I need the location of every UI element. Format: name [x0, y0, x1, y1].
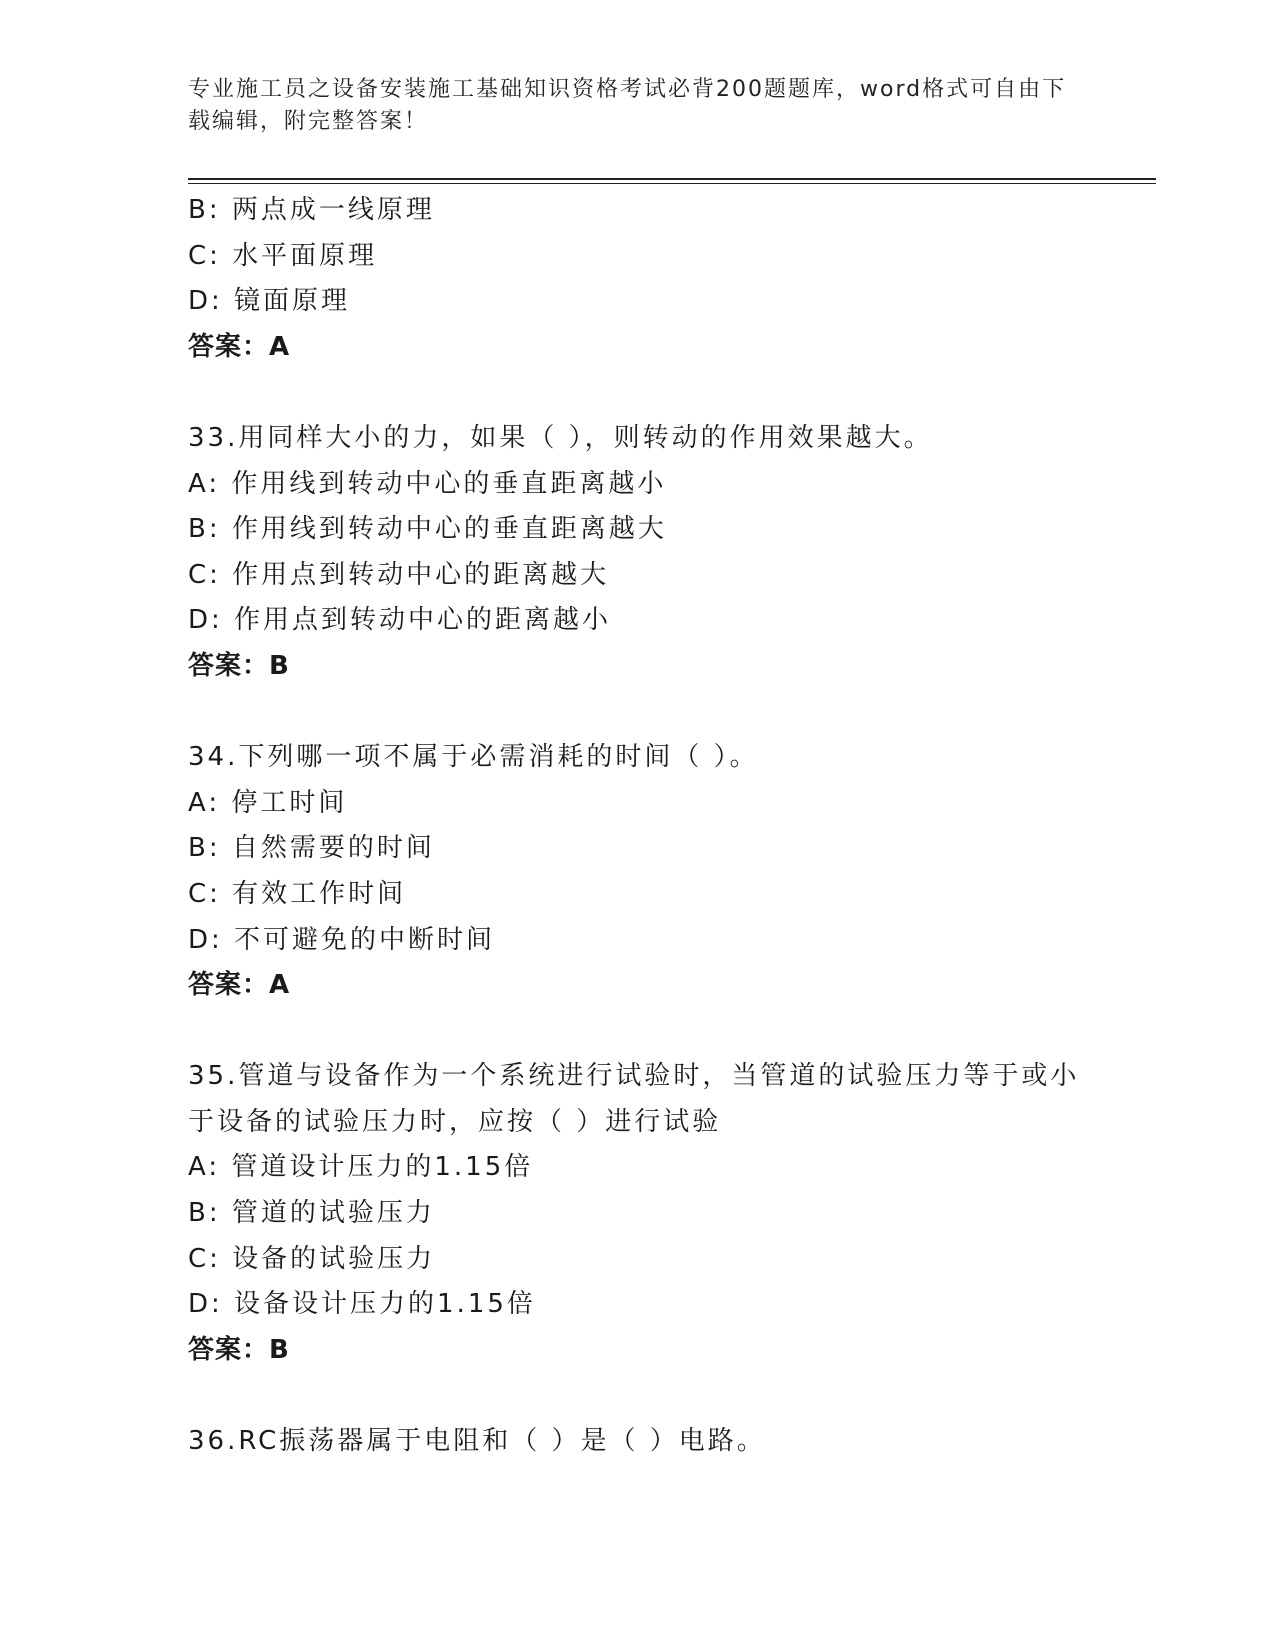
option-c: C: 作用点到转动中心的距离越大: [188, 559, 610, 590]
answer-line: 答案：B: [188, 650, 290, 681]
option-c: C: 设备的试验压力: [188, 1243, 436, 1274]
option-c: C: 水平面原理: [188, 240, 378, 271]
option-b: B: 自然需要的时间: [188, 833, 435, 864]
header-rule-thick: [188, 178, 1156, 180]
option-b: B: 作用线到转动中心的垂直距离越大: [188, 514, 667, 545]
question-title: 33.用同样大小的力，如果（ ），则转动的作用效果越大。: [188, 422, 933, 453]
option-a: A: 作用线到转动中心的垂直距离越小: [188, 468, 667, 499]
option-a: A: 管道设计压力的1.15倍: [188, 1152, 534, 1183]
answer-line: 答案：A: [188, 331, 291, 362]
answer-line: 答案：B: [188, 1334, 290, 1365]
option-d: D: 设备设计压力的1.15倍: [188, 1289, 536, 1320]
question-title: 34.下列哪一项不属于必需消耗的时间（ ）。: [188, 742, 759, 773]
document-header: 专业施工员之设备安装施工基础知识资格考试必背200题题库，word格式可自由下载编辑，附完整答案！: [188, 77, 1067, 134]
option-d: D: 作用点到转动中心的距离越小: [188, 605, 612, 636]
question-title: 35.管道与设备作为一个系统进行试验时，当管道的试验压力等于或小于设备的试验压力时，应按（ ）进行试验: [188, 1061, 1080, 1137]
option-a: A: 停工时间: [188, 787, 348, 818]
option-b: B: 管道的试验压力: [188, 1198, 435, 1229]
header-rule-thin: [188, 183, 1156, 184]
answer-line: 答案：A: [188, 970, 291, 1001]
option-c: C: 有效工作时间: [188, 878, 407, 909]
question-list: [188, 188, 1088, 1465]
option-d: D: 不可避免的中断时间: [188, 924, 496, 955]
option-d: D: 镜面原理: [188, 286, 351, 317]
question-title: 36.RC振荡器属于电阻和（ ）是（ ）电路。: [188, 1426, 766, 1457]
option-b: B: 两点成一线原理: [188, 195, 435, 225]
